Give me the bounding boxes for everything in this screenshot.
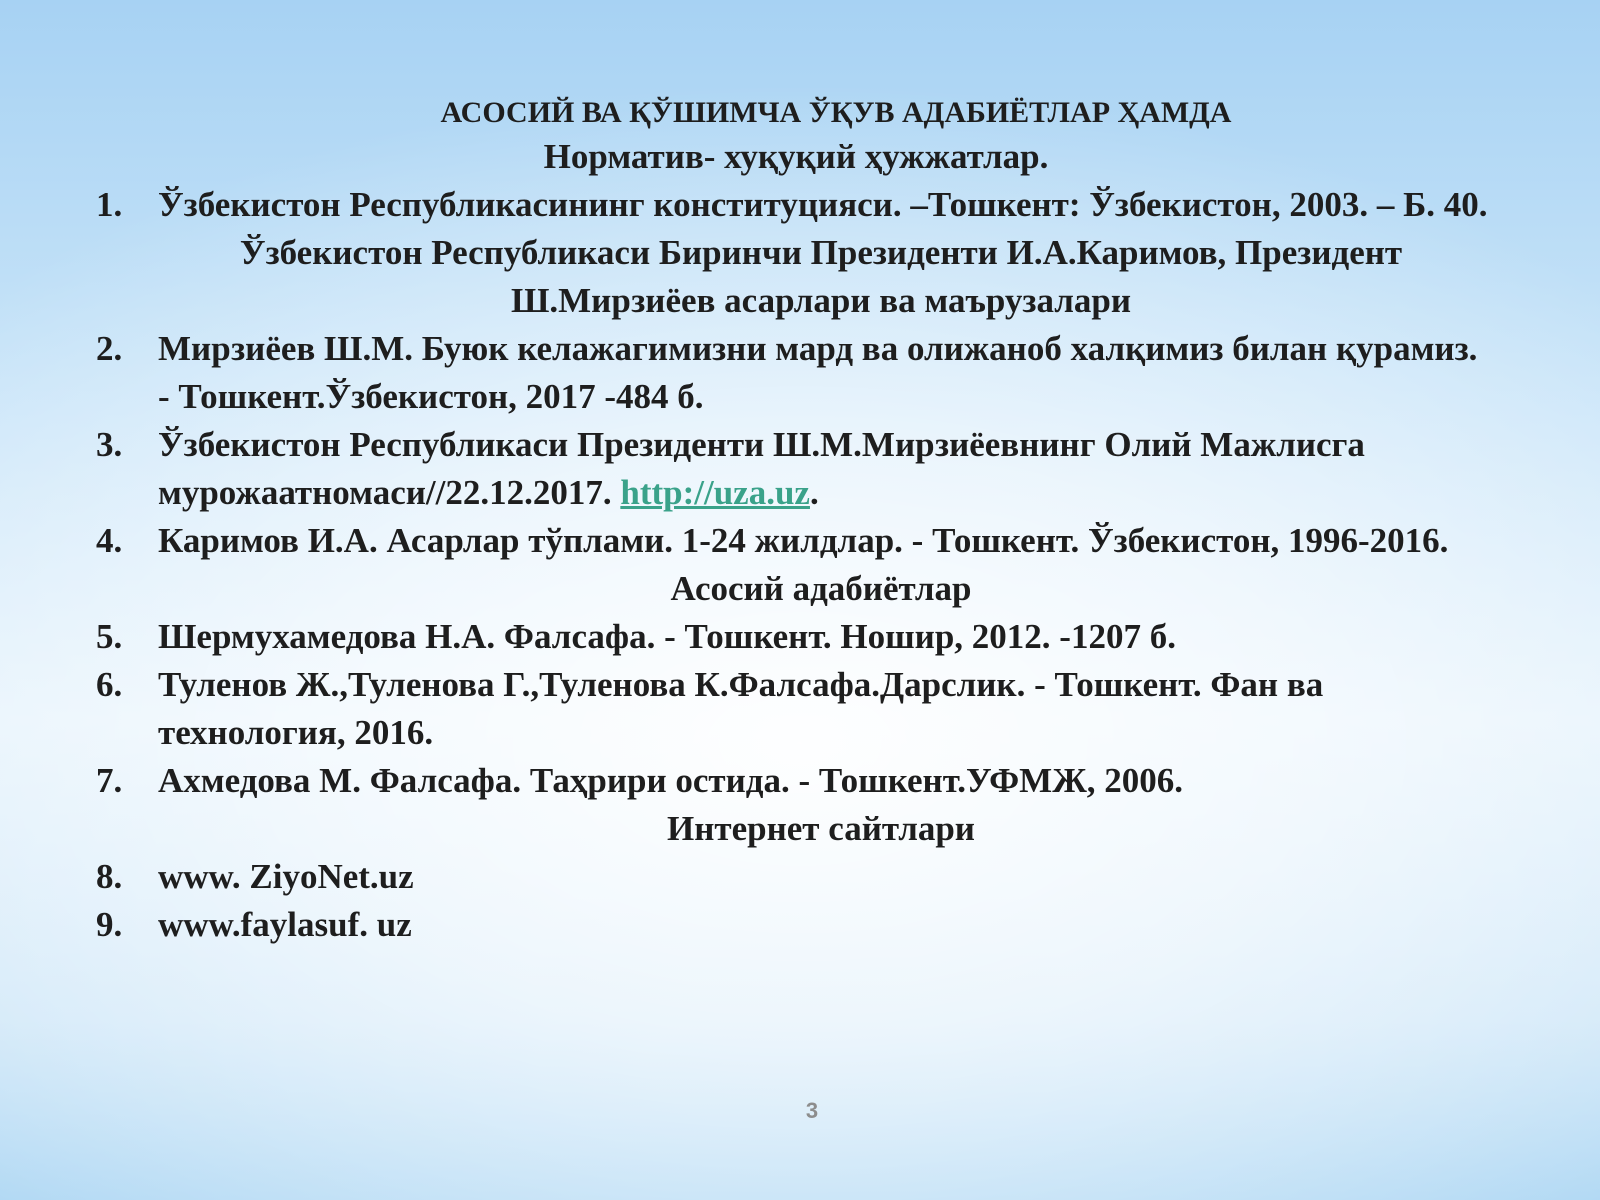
slide-content [96, 93, 1496, 949]
list-item [96, 757, 1496, 805]
section-heading-president: Ўзбекистон Республикаси Биринчи Президенти И.А.Каримов, Президент Ш.Мирзиёев асарлари ва маърузалари [239, 233, 1403, 320]
section-heading-internet: Интернет сайтлари [667, 809, 975, 848]
list-item [96, 517, 1496, 565]
list-item-text: Ўзбекистон Республикасининг конституцияси. –Тошкент: Ўзбекистон, 2003. – Б. 40. [158, 185, 1488, 224]
list-item [96, 853, 1496, 901]
list-item-number: 4. [96, 521, 123, 560]
list-item-number: 5. [96, 617, 123, 656]
list-item [96, 325, 1496, 421]
list-item-text: www. ZiyoNet.uz [158, 857, 414, 896]
list-item-text [158, 421, 1496, 517]
page-number: 3 [805, 1098, 819, 1123]
list-item-text-part: Ўзбекистон Республикаси Президенти Ш.М.Мирзиёевнинг Олий Мажлисга мурожаатномаси//22.12.2017. [158, 425, 1365, 512]
list-item-text: www.faylasuf. uz [158, 905, 412, 944]
list-item-text-part: . [809, 473, 819, 512]
title-line-1: АСОСИЙ ВА ҚЎШИМЧА ЎҚУВ АДАБИЁТЛАР ҲАМДА [440, 96, 1232, 129]
list-item [96, 421, 1496, 517]
list-item [96, 901, 1496, 949]
title-line-2: Норматив- хуқуқий ҳужжатлар. [543, 137, 1049, 176]
list-item-text: Каримов И.А. Асарлар тўплами. 1-24 жилдлар. - Тошкент. Ўзбекистон, 1996-2016. [158, 521, 1449, 560]
list-item [96, 661, 1496, 757]
list-item-text: Мирзиёев Ш.М. Буюк келажагимизни мард ва олижаноб халқимиз билан қурамиз. - Тошкент.Ўзбекистон, 2017 -484 б. [158, 329, 1478, 416]
list-item-number: 9. [96, 905, 123, 944]
list-item [96, 181, 1496, 229]
list-item-text: Туленов Ж.,Туленова Г.,Туленова К.Фалсафа.Дарслик. - Тошкент. Фан ва технология, 2016. [158, 665, 1324, 752]
section-heading-main: Асосий адабиётлар [670, 569, 972, 608]
list-item-number: 7. [96, 761, 123, 800]
list-item-text: Шермухамедова Н.А. Фалсафа. - Тошкент. Ношир, 2012. -1207 б. [158, 617, 1176, 656]
uza-link[interactable]: http://uza.uz [620, 473, 810, 512]
list-item-number: 2. [96, 329, 123, 368]
list-item-text: Ахмедова М. Фалсафа. Таҳрири остида. - Тошкент.УФМЖ, 2006. [158, 761, 1184, 800]
list-item-number: 6. [96, 665, 123, 704]
list-item-number: 3. [96, 425, 123, 464]
list-item [96, 613, 1496, 661]
list-item-number: 1. [96, 185, 123, 224]
list-item-number: 8. [96, 857, 123, 896]
